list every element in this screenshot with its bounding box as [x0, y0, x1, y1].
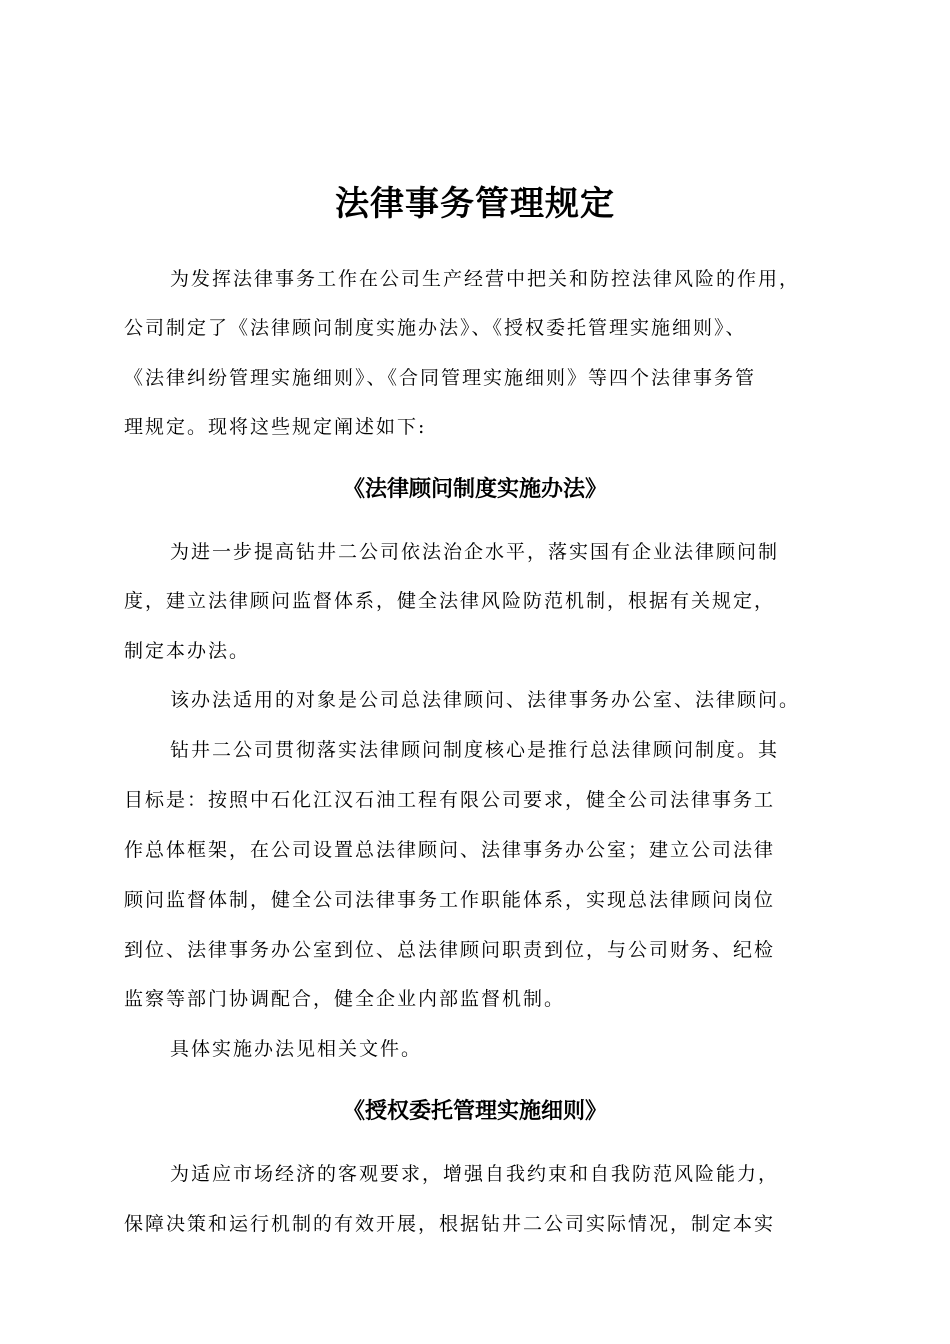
paragraph-line: 保障决策和运行机制的有效开展，根据钻井二公司实际情况，制定本实 [124, 1213, 776, 1235]
paragraph-line: 顾问监督体制，健全公司法律事务工作职能体系，实现总法律顾问岗位 [124, 889, 776, 911]
paragraph-line: 具体实施办法见相关文件。 [170, 1038, 423, 1060]
paragraph-line: 钻井二公司贯彻落实法律顾问制度核心是推行总法律顾问制度。其 [170, 739, 780, 761]
paragraph-line: 到位、法律事务办公室到位、总法律顾问职责到位，与公司财务、纪检 [124, 939, 776, 961]
intro-line: 为发挥法律事务工作在公司生产经营中把关和防控法律风险的作用， [170, 268, 801, 290]
intro-line: 《法律纠纷管理实施细则》、《合同管理实施细则》等四个法律事务管 [124, 367, 757, 389]
paragraph-line: 为进一步提高钻井二公司依法治企水平，落实国有企业法律顾问制 [170, 541, 780, 563]
document-title: 法律事务管理规定 [335, 184, 615, 224]
paragraph-line: 为适应市场经济的客观要求，增强自我约束和自我防范风险能力， [170, 1163, 780, 1185]
section-heading: 《授权委托管理实施细则》 [342, 1099, 607, 1124]
intro-line: 理规定。现将这些规定阐述如下: [124, 416, 427, 438]
paragraph-line: 制定本办法。 [124, 640, 251, 662]
paragraph-line: 目标是：按照中石化江汉石油工程有限公司要求，健全公司法律事务工 [124, 789, 776, 811]
section-heading: 《法律顾问制度实施办法》 [342, 477, 607, 502]
paragraph-line: 监察等部门协调配合，健全企业内部监督机制。 [124, 988, 566, 1010]
paragraph-line: 该办法适用的对象是公司总法律顾问、法律事务办公室、法律顾问。 [170, 689, 801, 711]
intro-line: 公司制定了《法律顾问制度实施办法》、《授权委托管理实施细则》、 [124, 317, 747, 339]
paragraph-line: 度，建立法律顾问监督体系，健全法律风险防范机制，根据有关规定， [124, 590, 776, 612]
paragraph-line: 作总体框架，在公司设置总法律顾问、法律事务办公室；建立公司法律 [124, 839, 776, 861]
